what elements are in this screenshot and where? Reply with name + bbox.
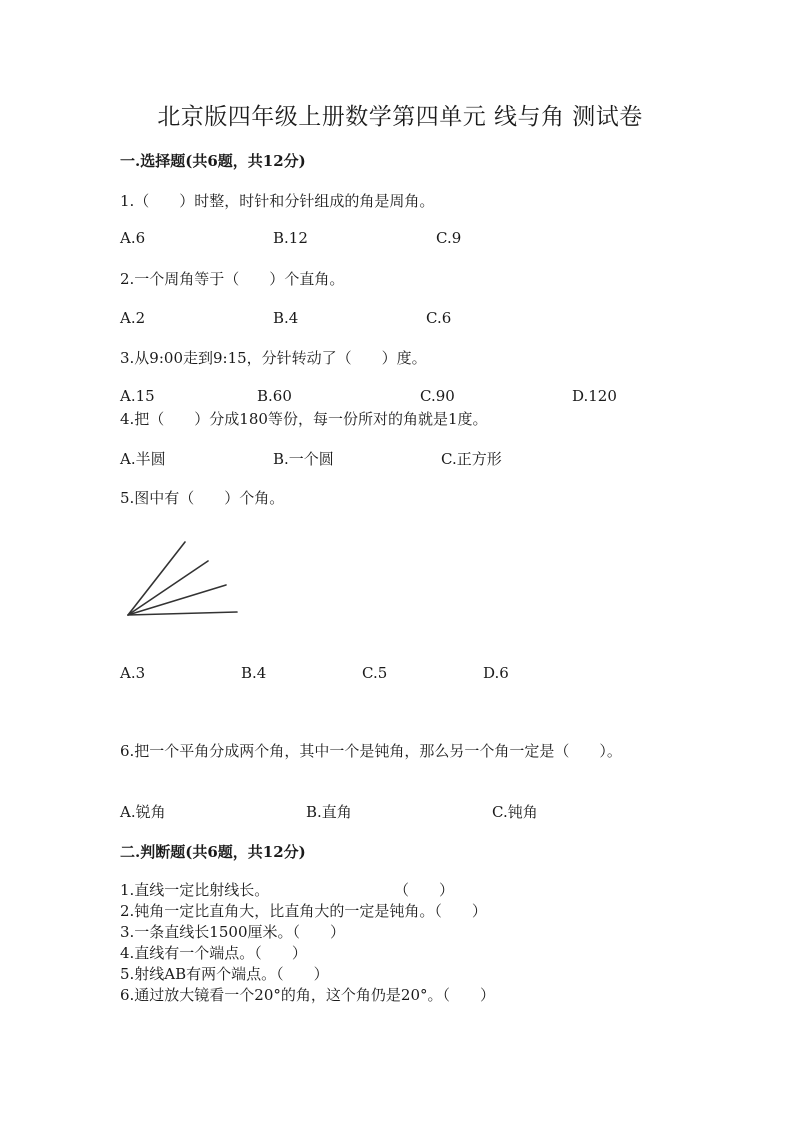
q3-option-c: C.90 xyxy=(420,387,455,405)
angle-rays-figure xyxy=(118,534,242,620)
judgment-item-2: 2.钝角一定比直角大，比直角大的一定是钝角。（ ） xyxy=(120,902,487,920)
q1-option-a: A.6 xyxy=(120,229,146,247)
q5-option-b: B.4 xyxy=(241,664,267,682)
q6-option-a: A.锐角 xyxy=(120,803,166,821)
q1-option-b: B.12 xyxy=(273,229,308,247)
judgment-item-1: 1.直线一定比射线长。 xyxy=(120,881,270,899)
ray-1 xyxy=(128,542,185,615)
q1-option-c: C.9 xyxy=(436,229,462,247)
q3-option-b: B.60 xyxy=(257,387,292,405)
section-heading-judgment: 二.判断题(共6题，共12分) xyxy=(120,843,306,861)
q6-option-c: C.钝角 xyxy=(492,803,538,821)
question-5: 5.图中有（ ）个角。 xyxy=(120,489,285,507)
q3-option-a: A.15 xyxy=(120,387,155,405)
q5-option-d: D.6 xyxy=(483,664,509,682)
question-1: 1.（ ）时整，时针和分针组成的角是周角。 xyxy=(120,192,435,210)
judgment-item-1-blank: （ ） xyxy=(394,881,455,899)
q4-option-c: C.正方形 xyxy=(441,450,502,468)
ray-2 xyxy=(128,561,208,615)
question-2: 2.一个周角等于（ ）个直角。 xyxy=(120,270,345,288)
q5-option-a: A.3 xyxy=(120,664,146,682)
q4-option-a: A.半圆 xyxy=(120,450,166,468)
page-title: 北京版四年级上册数学第四单元 线与角 测试卷 xyxy=(157,104,643,130)
q2-option-a: A.2 xyxy=(120,309,146,327)
question-4: 4.把（ ）分成180等份，每一份所对的角就是1度。 xyxy=(120,410,488,428)
judgment-item-3: 3.一条直线长1500厘米。（ ） xyxy=(120,923,345,941)
judgment-item-6: 6.通过放大镜看一个20°的角，这个角仍是20°。（ ） xyxy=(120,986,495,1004)
q4-option-b: B.一个圆 xyxy=(273,450,334,468)
question-3: 3.从9:00走到9:15，分针转动了（ ）度。 xyxy=(120,349,427,367)
q3-option-d: D.120 xyxy=(572,387,617,405)
ray-3 xyxy=(128,585,226,615)
question-6: 6.把一个平角分成两个角，其中一个是钝角，那么另一个角一定是（ ）。 xyxy=(120,742,622,760)
q6-option-b: B.直角 xyxy=(306,803,352,821)
judgment-item-5: 5.射线AB有两个端点。（ ） xyxy=(120,965,329,983)
q5-option-c: C.5 xyxy=(362,664,388,682)
q2-option-b: B.4 xyxy=(273,309,299,327)
judgment-item-4: 4.直线有一个端点。（ ） xyxy=(120,944,307,962)
section-heading-choice: 一.选择题(共6题，共12分) xyxy=(120,152,306,170)
ray-4 xyxy=(128,612,237,615)
q2-option-c: C.6 xyxy=(426,309,452,327)
